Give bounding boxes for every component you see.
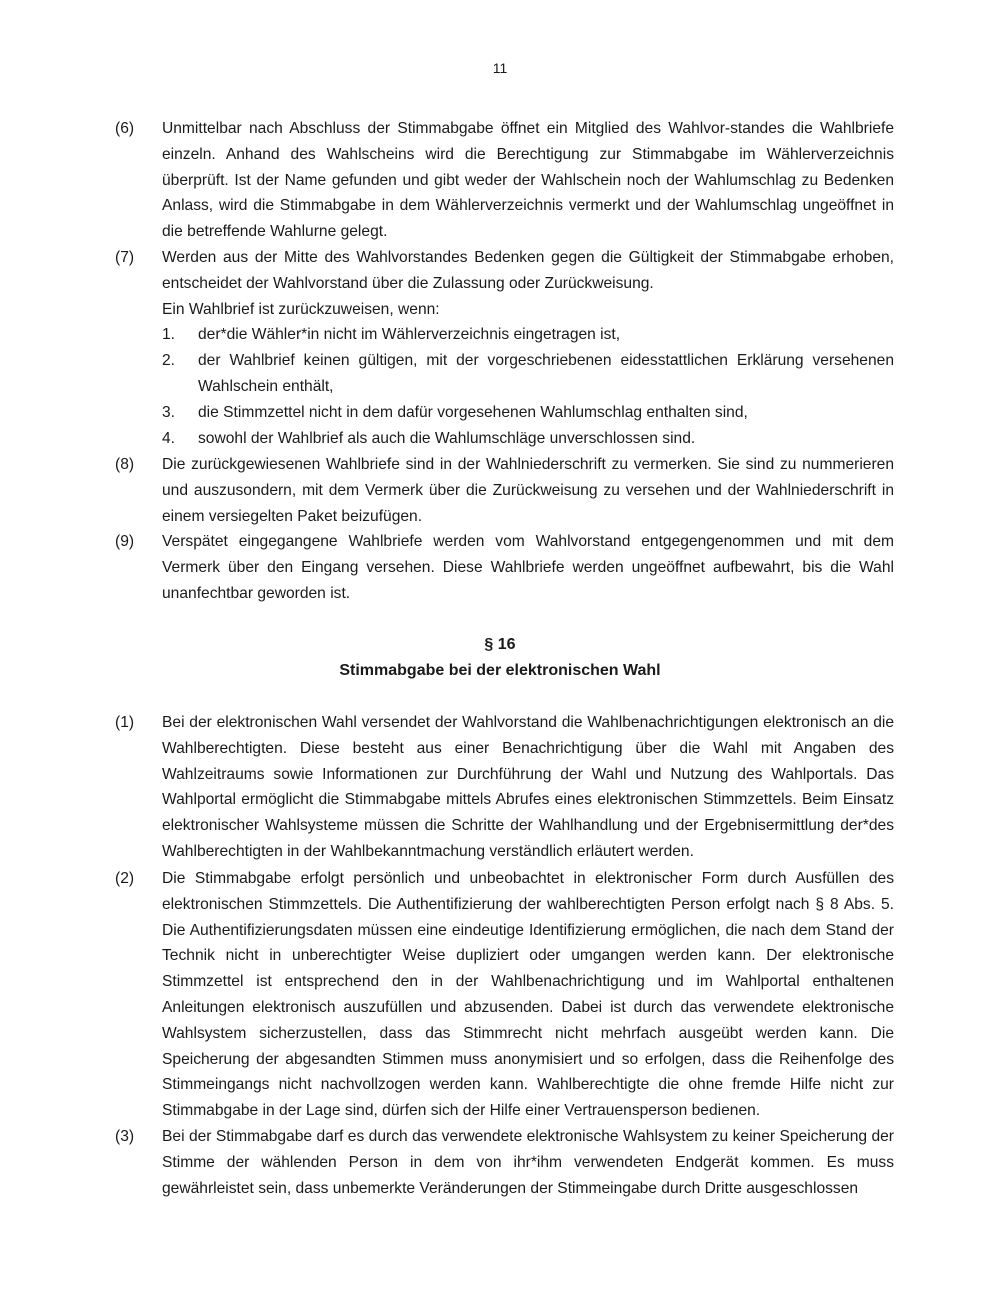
page-number: 11	[492, 60, 508, 76]
paragraph-number: (7)	[115, 249, 135, 266]
list-item-number: 3.	[162, 403, 176, 421]
paragraph-text: Werden aus der Mitte des Wahlvorstandes Bedenken gegen die Gültigkeit der Stimmabgabe erhoben, entscheidet der Wahlvorstand über die Zulassung oder Zurückweisung.	[162, 249, 894, 292]
paragraph-number: (1)	[115, 714, 135, 731]
list-item-text: sowohl der Wahlbrief als auch die Wahlumschläge unverschlossen sind.	[198, 429, 696, 447]
list-item-text: der*die Wähler*in nicht im Wählerverzeichnis eingetragen ist,	[198, 326, 621, 344]
paragraph-8	[0, 452, 1000, 529]
paragraph-number: (6)	[115, 120, 135, 137]
list-item	[162, 348, 894, 400]
paragraph-7	[0, 245, 1000, 451]
paragraph-text: Verspätet eingegangene Wahlbriefe werden vom Wahlvorstand entgegengenommen und mit dem Vermerk über den Eingang versehen. Diese Wahlbriefe werden ungeöffnet aufbewahrt, bis die Wahl unanfechtbar geworden ist.	[162, 533, 894, 602]
list-item-text: der Wahlbrief keinen gültigen, mit der vorgeschriebenen eidesstattlichen Erklärung versehenen Wahlschein enthält,	[198, 352, 894, 395]
section16-paragraph-3	[0, 1124, 1000, 1201]
list-item	[162, 400, 894, 426]
paragraph-number: (3)	[115, 1128, 135, 1145]
list-item-number: 4.	[162, 429, 176, 447]
rejection-reasons-list	[162, 322, 894, 451]
paragraph-9	[0, 529, 1000, 606]
list-item-text: die Stimmzettel nicht in dem dafür vorgesehenen Wahlumschlag enthalten sind,	[198, 403, 748, 421]
paragraph-text: Die zurückgewiesenen Wahlbriefe sind in der Wahlniederschrift zu vermerken. Sie sind zu nummerieren und auszusondern, mit dem Vermerk über die Zurückweisung zu versehen und der Wahlniederschrift in einem versiegelten Paket beizufügen.	[162, 456, 894, 525]
paragraph-text: Die Stimmabgabe erfolgt persönlich und unbeobachtet in elektronischer Form durch Ausfüllen des elektronischen Stimmzettels. Die Authentifizierung der wahlberechtigten Person erfolgt nach § 8 Abs. 5. Die Authentifizierungsdaten müssen eine eindeutige Identifizierung ermöglichen, die nach dem Stand der Technik nicht in unberechtigter Weise dupliziert oder umgangen werden kann. Der elektronische Stimmzettel ist entsprechend den in der Wahlbenachrichtigung und im Wahlportal enthaltenen Anleitungen elektronisch auszufüllen und abzusenden. Dabei ist durch das verwendete elektronische Wahlsystem sicherzustellen, dass das Stimmrecht nicht mehrfach ausgeübt werden kann. Die Speicherung der abgesandten Stimmen muss anonymisiert und so erfolgen, dass die Reihenfolge des Stimmeingangs nicht nachvollzogen werden kann. Wahlberechtigte die ohne fremde Hilfe nicht zur Stimmabgabe in der Lage sind, dürfen sich der Hilfe einer Vertrauensperson bedienen.	[162, 870, 894, 1120]
section16-paragraph-1	[0, 710, 1000, 865]
section-number: § 16	[484, 636, 516, 653]
section-title: Stimmabgabe bei der elektronischen Wahl	[339, 662, 661, 679]
paragraph-6	[0, 116, 1000, 245]
list-item	[162, 426, 894, 452]
paragraph-number: (8)	[115, 456, 135, 473]
section16-paragraph-2	[0, 866, 1000, 1124]
list-item-number: 1.	[162, 326, 176, 344]
list-item-number: 2.	[162, 352, 176, 370]
paragraph-number: (2)	[115, 870, 135, 887]
list-item	[162, 322, 894, 348]
paragraph-text: Bei der elektronischen Wahl versendet der Wahlvorstand die Wahlbenachrichtigungen elektronisch an die Wahlberechtigten. Diese besteht aus einer Benachrichtigung über die Wahl mit Angaben des Wahlzeitraums sowie Informationen zur Durchführung der Wahl und Nutzung des Wahlportals. Das Wahlportal ermöglicht die Stimmabgabe mittels Abrufes eines elektronischen Stimmzettels. Beim Einsatz elektronischer Wahlsysteme müssen die Schritte der Wahlhandlung und der Ergebnisermittlung der*des Wahlberechtigten in der Wahlbekanntmachung verständlich erläutert werden.	[162, 714, 894, 860]
paragraph-number: (9)	[115, 533, 135, 550]
paragraph-text: Unmittelbar nach Abschluss der Stimmabgabe öffnet ein Mitglied des Wahlvor-standes die Wahlbriefe einzeln. Anhand des Wahlscheins wird die Berechtigung zur Stimmabgabe im Wählerverzeichnis überprüft. Ist der Name gefunden und gibt weder der Wahlschein noch der Wahlumschlag zu Bedenken Anlass, wird die Stimmabgabe in dem Wählerverzeichnis vermerkt und der Wahlumschlag ungeöffnet in die betreffende Wahlurne gelegt.	[162, 120, 894, 241]
paragraph-intro: Ein Wahlbrief ist zurückzuweisen, wenn:	[162, 300, 440, 318]
paragraph-text: Bei der Stimmabgabe darf es durch das verwendete elektronische Wahlsystem zu keiner Speicherung der Stimme der wählenden Person in dem von ihr*ihm verwendeten Endgerät kommen. Es muss gewährleistet sein, dass unbemerkte Veränderungen der Stimmeingabe durch Dritte ausgeschlossen	[162, 1128, 894, 1197]
